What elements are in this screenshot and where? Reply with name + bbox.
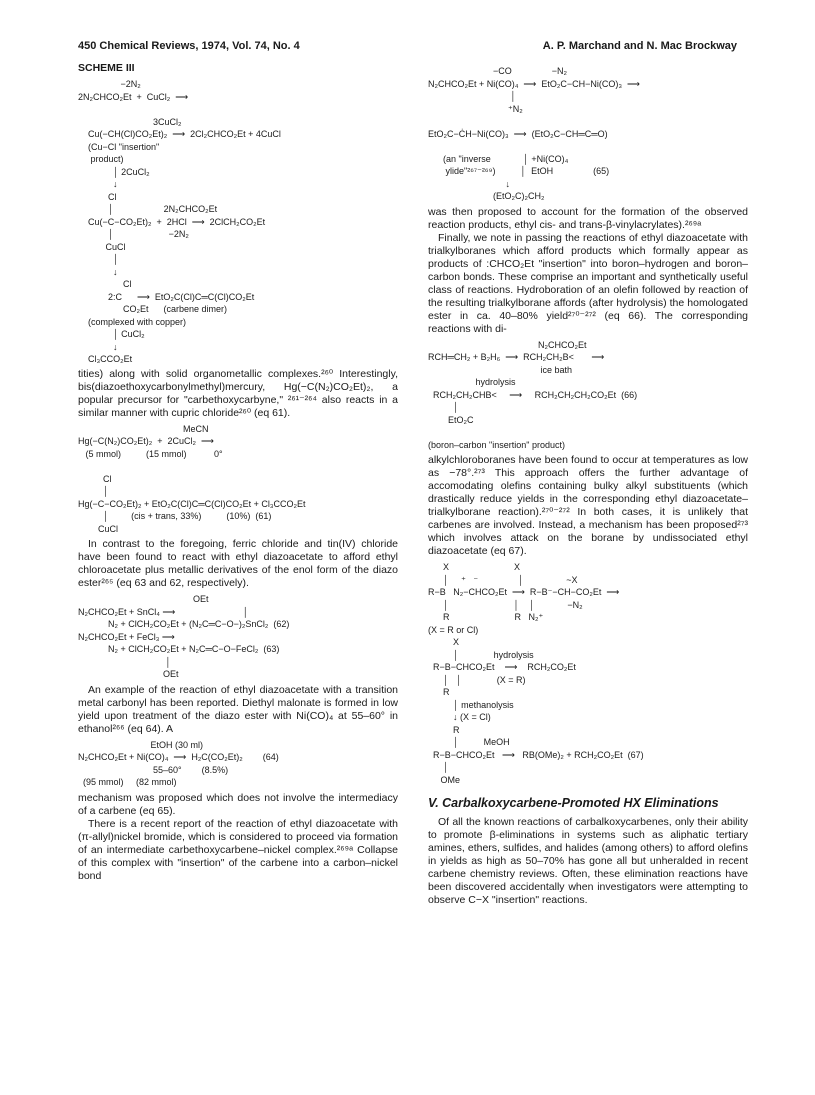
reaction-line: Cu(−C−CO₂Et)₂ + 2HCl ⟶ 2ClCH₂CO₂Et [78, 216, 266, 227]
reaction-line: (boron–carbon "insertion" product) [428, 439, 565, 450]
reaction-line: │ −2N₂ [78, 229, 189, 239]
reaction-line: −2N₂ [78, 79, 141, 89]
reaction-line [428, 140, 748, 153]
reaction-line: │ ⁺ ⁻ │ ~X [428, 574, 578, 585]
reaction-line [78, 460, 398, 473]
equation-66 [428, 339, 748, 452]
reaction-line: N₂ + ClCH₂CO₂Et + (N₂C═C−O−)₂SnCl₂ (62) [78, 619, 290, 629]
reaction-line: Cu(−CH(Cl)CO₂Et)₂ ⟶ 2Cl₂CHCO₂Et + 4CuCl [78, 129, 281, 139]
reaction-line: │ [78, 656, 172, 667]
reaction-line: −CO −N₂ [428, 66, 568, 76]
reaction-line [428, 426, 748, 439]
reaction-line: (an "inverse │ +Ni(CO)₄ [428, 153, 569, 164]
reaction-line: product) [78, 154, 124, 164]
reaction-line: │ [428, 762, 449, 772]
reaction-line: R R N₂⁺ [428, 612, 544, 622]
reaction-line: N₂CHCO₂Et + Ni(CO)₄ ⟶ H₂C(CO₂Et)₂ (64) [78, 752, 279, 762]
reaction-line: RCH₂CH₂CHB< ⟶ RCH₂CH₂CH₂CO₂Et (66) [428, 389, 638, 400]
equation-64 [78, 739, 398, 789]
reaction-line: OEt [78, 594, 209, 604]
reaction-line: │ hydrolysis [428, 649, 534, 660]
reaction-line: ice bath [428, 364, 573, 375]
reaction-line: CO₂Et (carbene dimer) [78, 304, 228, 314]
section-heading: V. Carbalkoxycarbene-Promoted HX Eliminations [428, 796, 719, 810]
running-header-left: 450 Chemical Reviews, 1974, Vol. 74, No. 4 [78, 40, 300, 52]
reaction-line: R−B N₂−CHCO₂Et ⟶ R−B⁻−CH−CO₂Et ⟶ [428, 587, 620, 597]
paragraph: alkylchloroboranes have been found to occur at temperatures as low as −78°.²⁷³ This approach offers the further advantage of accomodating olefins containing bulky alkyl substituents (which drastically reduce yields in the corresponding ethyl diazoacetate–trialkylborane reaction).²⁷⁰⁻²⁷² In both cases, it is unlikely that carbenes are involved. Instead, a mechanism has been proposed²⁷³ which involves attack on the borane by undissociated ethyl diazoacetate (eq 67). [428, 454, 748, 557]
reaction-line: │ CuCl₂ [78, 329, 145, 339]
paragraph: Of all the known reactions of carbalkoxycarbenes, only their ability to promote β-eliminations in systems such as aliphatic tertiary amines, ethers, sulfides, and halides (among others) to afford olefins in yields as high as 50–70% has gone all but unheralded in recent carbene chemistry reviews. Often, these elimination reactions have been discovered accidentally when investigators were attempting to observe C−X "insertion" reactions. [428, 816, 748, 906]
paragraph: was then proposed to account for the formation of the observed reaction products, ethyl cis- and trans-β-vinylacrylates).²⁶⁹ᵃ [428, 205, 748, 231]
reaction-line: (5 mmol) (15 mmol) 0° [78, 448, 223, 459]
reaction-line: EtOH (30 ml) [78, 739, 204, 750]
right-column [428, 62, 748, 907]
reaction-line: CuCl [78, 241, 126, 252]
reaction-line: N₂CHCO₂Et [428, 339, 587, 350]
reaction-line: X [428, 637, 460, 647]
reaction-line: │ MeOH [428, 737, 510, 747]
reaction-line: R−B−CHCO₂Et ⟶ RCH₂CO₂Et [428, 662, 576, 672]
reaction-line: hydrolysis [428, 377, 516, 387]
equation-61 [78, 423, 398, 536]
reaction-line: N₂CHCO₂Et + SnCl₄ ⟶ │ [78, 606, 249, 617]
reaction-line: ↓ [78, 179, 118, 189]
scheme-title: SCHEME III [78, 62, 135, 74]
paragraph: Finally, we note in passing the reactions of ethyl diazoacetate with trialkylboranes which afford products which formally appear as products of :CHCO₂Et "insertion" into boron–hydrogen and boron–carbon bonds. These comprise an important and synthetically useful class of reactions. Hydroboration of an olefin followed by reaction of the resulting trialkylborane affords (after hydrolysis) the homologated ester in ca. 40–80% yield²⁷⁰⁻²⁷² (eq 66). The corresponding reactions with di- [428, 231, 748, 335]
reaction-line: N₂CHCO₂Et + Ni(CO)₄ ⟶ EtO₂C−CH−Ni(CO)₃ ⟶ [428, 78, 640, 89]
equation-62-63 [78, 593, 398, 681]
reaction-line [78, 103, 398, 116]
scheme-iii-reactions [78, 78, 398, 366]
reaction-line: ↓ [78, 341, 118, 352]
reaction-line: CuCl [78, 523, 119, 534]
reaction-line: Cl [78, 279, 132, 289]
paragraph: tities) along with solid organometallic complexes.²⁶⁰ Interestingly, bis(diazoethoxycarbonylmethyl)mercury, Hg(−C(N₂)CO₂Et)₂, a popular precursor for "carbethoxycarbyne," ²⁶¹⁻²⁶⁴ also reacts in a similar manner with cupric chloride²⁶⁰ (eq 61). [78, 367, 398, 419]
paragraph: In contrast to the foregoing, ferric chloride and tin(IV) chloride have been found to react with ethyl diazoacetate to afford ethyl chloroacetate plus metallic derivatives of the enol form of the diazo ester²⁶⁵ (eq 63 and 62, respectively). [78, 538, 398, 589]
paragraph: There is a recent report of the reaction of ethyl diazoacetate with (π-allyl)nickel bromide, which is considered to proceed via formation of an intermediate carbethoxycarbene–nickel complex.²⁶⁹ᵃ Collapse of this complex with "insertion" of the carbene into a carbon–nickel bond [78, 817, 398, 882]
reaction-line: │ (cis + trans, 33%) (10%) (61) [78, 511, 272, 521]
reaction-line: MeCN [78, 423, 209, 434]
reaction-line: (X = R or Cl) [428, 624, 479, 635]
reaction-line: │ [78, 254, 119, 264]
reaction-line: (Cu−Cl "insertion" [78, 141, 160, 152]
left-column [78, 62, 398, 883]
reaction-line: R [428, 724, 460, 735]
reaction-line: EtO₂C [428, 414, 474, 425]
reaction-line: │ │ (X = R) [428, 674, 526, 685]
reaction-line: Cl [78, 473, 112, 484]
paragraph: An example of the reaction of ethyl diazoacetate with a transition metal carbonyl has been reported. Diethyl malonate is formed in low yield upon treatment of the diazo ester with Ni(CO)₄ at 55–60° in ethanol²⁶⁶ (eq 64). A [78, 683, 398, 735]
reaction-line: │ │ │ −N₂ [428, 599, 583, 610]
reaction-line: N₂ + ClCH₂CO₂Et + N₂C═C−O−FeCl₂ (63) [78, 644, 280, 654]
reaction-line: 3CuCl₂ [78, 116, 182, 127]
reaction-line: Cl₃CCO₂Et [78, 354, 133, 364]
reaction-line: R [428, 687, 450, 697]
reaction-line: EtO₂C−ĊH−Ni(CO)₃ ⟶ (EtO₂C−CH═C═O) [428, 128, 608, 139]
running-header-right: A. P. Marchand and N. Mac Brockway [542, 40, 737, 52]
reaction-line: (95 mmol) (82 mmol) [78, 777, 177, 787]
reaction-line: ↓ (X = Cl) [428, 712, 491, 722]
reaction-line: │ 2CuCl₂ [78, 166, 150, 177]
reaction-line: X X [428, 562, 521, 572]
reaction-line: │ [428, 402, 459, 412]
reaction-line: │ 2N₂CHCO₂Et [78, 204, 218, 214]
reaction-line: 2N₂CHCO₂Et + CuCl₂ ⟶ [78, 91, 189, 102]
reaction-line [428, 115, 748, 128]
reaction-line: │ [428, 91, 517, 101]
reaction-line: 55–60° (8.5%) [78, 764, 229, 775]
paragraph: mechanism was proposed which does not involve the intermediacy of a carbene (eq 65). [78, 791, 398, 817]
reaction-line: N₂CHCO₂Et + FeCl₃ ⟶ [78, 631, 175, 642]
reaction-line: RCH═CH₂ + B₂H₆ ⟶ RCH₂CH₂B< ⟶ [428, 352, 605, 362]
reaction-line: Cl [78, 191, 117, 202]
equation-65 [428, 65, 748, 203]
reaction-line: │ methanolysis [428, 699, 514, 710]
reaction-line: ylide"²⁶⁷⁻²⁶⁹) │ EtOH (65) [428, 166, 610, 176]
reaction-line: 2:C ⟶ EtO₂C(Cl)C═C(Cl)CO₂Et [78, 291, 255, 302]
reaction-line: │ [78, 486, 109, 496]
reaction-line: OMe [428, 774, 461, 785]
reaction-line: Hg(−C(N₂)CO₂Et)₂ + 2CuCl₂ ⟶ [78, 436, 214, 446]
reaction-line: ↓ [78, 266, 118, 277]
reaction-line: (EtO₂C)₂CH₂ [428, 191, 545, 201]
reaction-line: OEt [78, 669, 179, 679]
reaction-line: R−B−CHCO₂Et ⟶ RB(OMe)₂ + RCH₂CO₂Et (67) [428, 749, 644, 760]
reaction-line: ↓ [428, 178, 511, 189]
reaction-line: ⁺N₂ [428, 103, 523, 114]
reaction-line: (complexed with copper) [78, 316, 187, 327]
reaction-line: Hg(−C−CO₂Et)₂ + EtO₂C(Cl)C═C(Cl)CO₂Et + Cl₃CCO₂Et [78, 498, 306, 509]
equation-67 [428, 561, 748, 786]
